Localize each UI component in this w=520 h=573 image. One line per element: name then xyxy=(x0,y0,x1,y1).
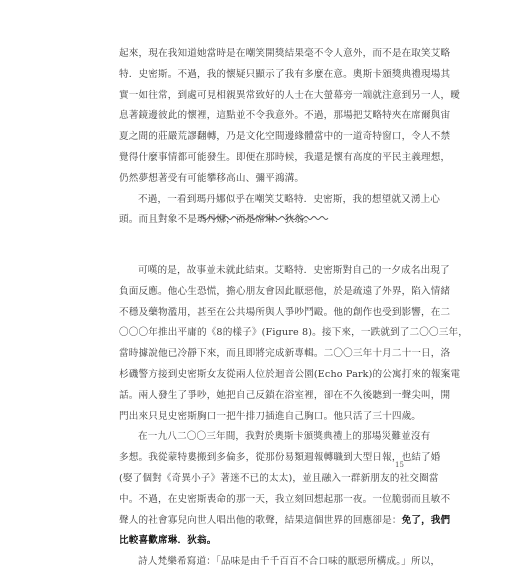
text-line: 頭。而且對象不是瑪丹娜，而是席琳．狄翁。 xyxy=(119,214,314,226)
text-line: 不過，一看到瑪丹娜似乎在嘲笑艾略特．史密斯，我的想望就又湧上心 xyxy=(138,193,441,205)
text-line: 在一九八二〇〇三年間，我對於奧斯卡頒獎典禮上的那場災難並沒有 xyxy=(138,431,431,443)
text-line: 〇〇〇年推出平庸的《8的樣子》(Figure 8)。接下來，一跌就到了二〇〇三年， xyxy=(119,327,469,339)
text-line: (娶了個對《奇異小子》著迷不已的太太)，並且融入一群新朋友的社交圈當 xyxy=(119,472,439,484)
text-line: 息著鏡邊彼此的懷裡，這點並不令我意外。不過，那場把艾略特夾在席爾與宙 xyxy=(119,110,451,122)
text-run: 聲人的社會寡兒向世人唱出他的歌聲，結果這個世界的回應卻是： xyxy=(119,514,402,526)
section-two-text xyxy=(119,261,469,573)
section-one-text xyxy=(119,44,461,231)
text-line: 不穩及藥物濫用，甚至在公共場所與人爭吵鬥毆。他的創作也受到影響，在二 xyxy=(119,306,451,318)
text-line: 中。不過，在史密斯喪命的那一天，我立刻回想起那一夜。一位脆弱而且敏不 xyxy=(119,493,451,505)
text-line xyxy=(119,511,451,532)
text-line: 當時據說他已冷靜下來，而且即將完成新專輯。二〇〇三年十月二十一日，洛 xyxy=(119,348,451,360)
emphasis-text: 免了，我們 xyxy=(401,514,451,526)
section-divider xyxy=(200,213,328,223)
text-line: 起來，現在我知道她當時是在嘲笑開獎結果毫不令人意外，而不是在取笑艾略 xyxy=(119,48,451,59)
page-number: 15 xyxy=(395,461,404,469)
text-line: 詩人梵樂希寫道：「品味是由千千百百不合口味的厭惡所構成。」所以， xyxy=(138,556,441,568)
text-line: 夏之間的莊嚴荒謬翻轉，乃是文化空間邊緣體當中的一道奇特窗口，令人不禁 xyxy=(119,131,451,143)
text-line: 特．史密斯。不過，我的懷疑只顯示了我有多麼在意。奧斯卡頒獎典禮現場其 xyxy=(119,68,451,80)
text-line: 杉磯警方接到史密斯女友從兩人位於迴音公園(Echo Park)的公寓打來的報案電 xyxy=(119,368,461,380)
text-line: 覺得什麼事情都可能發生。即便在那時候，我還是懷有高度的平民主義理想， xyxy=(119,151,451,163)
text-line: 可嘆的是，故事並未就此結束。艾略特．史密斯對自己的一夕成名出現了 xyxy=(138,265,450,276)
text-line: 多想。我從蒙特婁搬到多倫多，從那份易類週報轉職到大型日報，也結了婚 xyxy=(119,452,441,464)
text-line: 門出來只見史密斯胸口一把牛排刀插進自己胸口。他只活了三十四歲。 xyxy=(119,410,422,422)
emphasis-line: 比較喜歡席琳．狄翁。 xyxy=(119,535,217,547)
text-line: 仍然夢想著受有可能攀移高山、彌平鴻溝。 xyxy=(119,172,305,184)
text-line: 實一如往常，到處可見相親異常致好的人士在大螢幕旁一端就注意到另一人，曖 xyxy=(119,89,461,101)
text-line: 負面反應。他心生恐慌，擔心朋友會因此厭惡他，於是疏遠了外界，陷入情緒 xyxy=(119,285,451,297)
text-line: 話。兩人發生了爭吵，她把自己反鎖在浴室裡，卻在不久後聽到一聲尖叫，開 xyxy=(119,389,451,401)
